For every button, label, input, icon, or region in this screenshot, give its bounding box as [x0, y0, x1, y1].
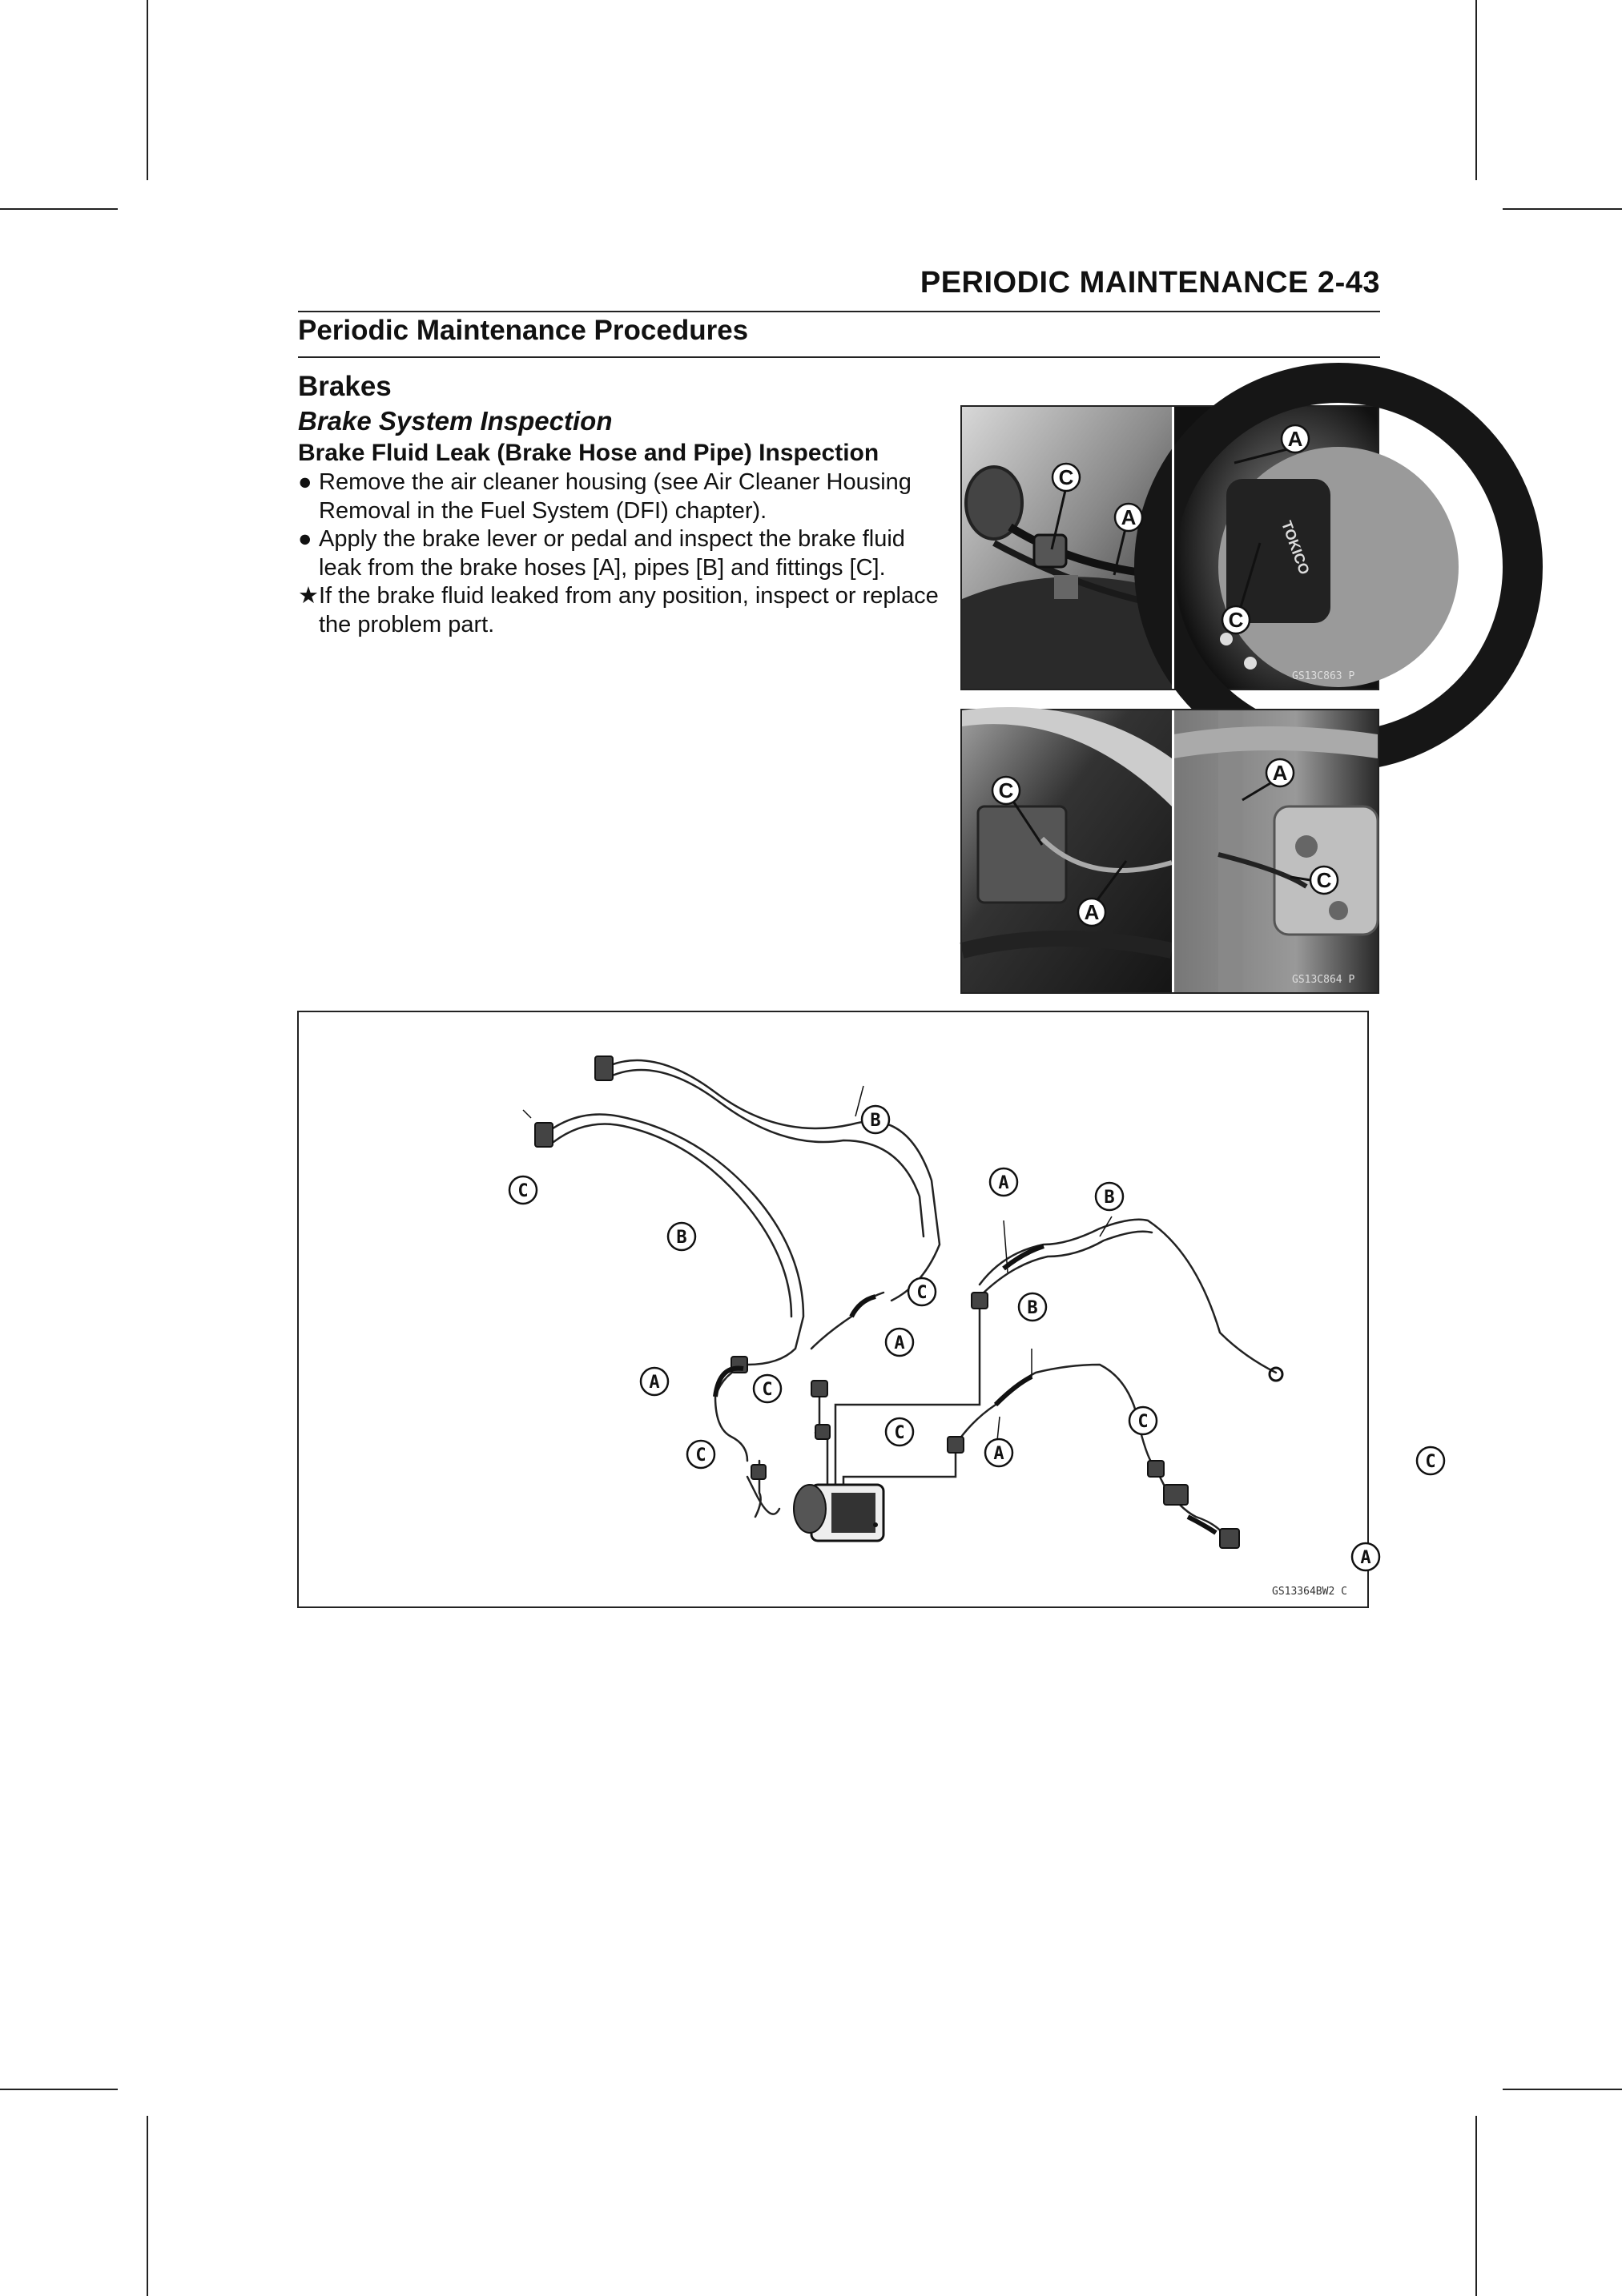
diagram-label: [1417, 1447, 1444, 1474]
svg-text:B: B: [870, 1111, 881, 1131]
procedure-step: [298, 468, 939, 525]
header-rule: [298, 311, 1380, 312]
photo-caption: GS13C863 P: [1292, 670, 1355, 682]
svg-text:C: C: [1058, 465, 1074, 489]
crop-mark: [0, 208, 118, 210]
diagram-label: [1129, 1407, 1157, 1434]
diagram-label: [668, 1223, 695, 1250]
diagram-label: [1019, 1293, 1046, 1321]
procedure-step: [298, 525, 939, 582]
star-marker: ★: [298, 583, 319, 609]
diagram-label: [1096, 1183, 1123, 1210]
label-callout: [1115, 504, 1142, 531]
label-callout: [1222, 606, 1250, 633]
svg-text:C: C: [762, 1380, 773, 1400]
label-callout: [1078, 899, 1105, 926]
label-callout: [1052, 464, 1080, 491]
diagram-label: [509, 1176, 537, 1204]
step-text: If the brake fluid leaked from any position, inspect or replace the problem part.: [319, 583, 939, 637]
svg-text:C: C: [894, 1423, 905, 1443]
svg-text:C: C: [1425, 1452, 1436, 1472]
svg-text:B: B: [1027, 1298, 1038, 1318]
step-text: Remove the air cleaner housing (see Air Cleaner Housing Removal in the Fuel System (DFI) chapter).: [319, 469, 912, 524]
label-callout: [1266, 759, 1294, 786]
topic-heading: Brake Fluid Leak (Brake Hose and Pipe) Inspection: [298, 440, 879, 466]
label-callout: [1310, 867, 1338, 894]
diagram-caption: GS13364BW2 C: [1272, 1586, 1347, 1598]
subchapter-heading: Brake System Inspection: [298, 406, 613, 436]
crop-mark: [147, 0, 148, 180]
running-header: PERIODIC MAINTENANCE 2-43: [920, 266, 1380, 300]
diagram-label: [754, 1375, 781, 1402]
diagram-label: [641, 1368, 668, 1395]
svg-text:A: A: [1084, 900, 1100, 924]
svg-text:A: A: [894, 1333, 905, 1353]
svg-text:A: A: [1360, 1548, 1371, 1568]
svg-text:C: C: [1137, 1412, 1149, 1432]
svg-text:B: B: [676, 1228, 687, 1248]
brake-line-diagram: [297, 1011, 1436, 1608]
section-title: Periodic Maintenance Procedures: [298, 315, 749, 346]
svg-text:C: C: [916, 1283, 928, 1303]
chapter-heading: Brakes: [298, 371, 392, 402]
photo-caption: GS13C864 P: [1292, 974, 1355, 986]
bullet-marker: ●: [298, 526, 312, 552]
crop-mark: [1503, 2089, 1622, 2090]
crop-mark: [1475, 0, 1477, 180]
caliper-brand-text: TOKICO: [1278, 518, 1313, 577]
diagram-label: [1352, 1543, 1379, 1570]
crop-mark: [1475, 2116, 1477, 2296]
diagram-label: [886, 1329, 913, 1356]
diagram-label: [687, 1441, 714, 1468]
svg-text:C: C: [695, 1446, 706, 1466]
svg-text:C: C: [517, 1181, 529, 1201]
svg-text:A: A: [1121, 505, 1137, 529]
section-rule: [298, 356, 1380, 358]
diagram-label: [990, 1168, 1017, 1196]
abs-unit: [794, 1485, 883, 1541]
procedure-step: [298, 582, 939, 639]
svg-text:C: C: [1316, 868, 1332, 892]
svg-text:A: A: [1272, 761, 1288, 785]
label-callout: [992, 777, 1020, 804]
svg-text:C: C: [998, 778, 1014, 802]
procedure-steps: [298, 468, 939, 639]
svg-text:A: A: [1287, 427, 1303, 451]
svg-text:C: C: [1228, 608, 1244, 632]
crop-mark: [1503, 208, 1622, 210]
photo-brake-hose-rear: [960, 709, 1379, 994]
label-callout: [1282, 425, 1309, 452]
photo-brake-hose-front: [960, 405, 1379, 690]
svg-text:A: A: [649, 1373, 660, 1393]
diagram-label: [985, 1439, 1012, 1466]
bullet-marker: ●: [298, 469, 312, 495]
svg-text:A: A: [998, 1173, 1009, 1193]
crop-mark: [0, 2089, 118, 2090]
step-text: Apply the brake lever or pedal and inspect the brake fluid leak from the brake hoses [A], pipes [B] and fittings [C].: [319, 526, 905, 581]
diagram-label: [862, 1106, 889, 1133]
diagram-label: [908, 1278, 936, 1305]
svg-text:A: A: [993, 1444, 1004, 1464]
crop-mark: [147, 2116, 148, 2296]
svg-text:B: B: [1104, 1188, 1115, 1208]
diagram-label: [886, 1418, 913, 1446]
